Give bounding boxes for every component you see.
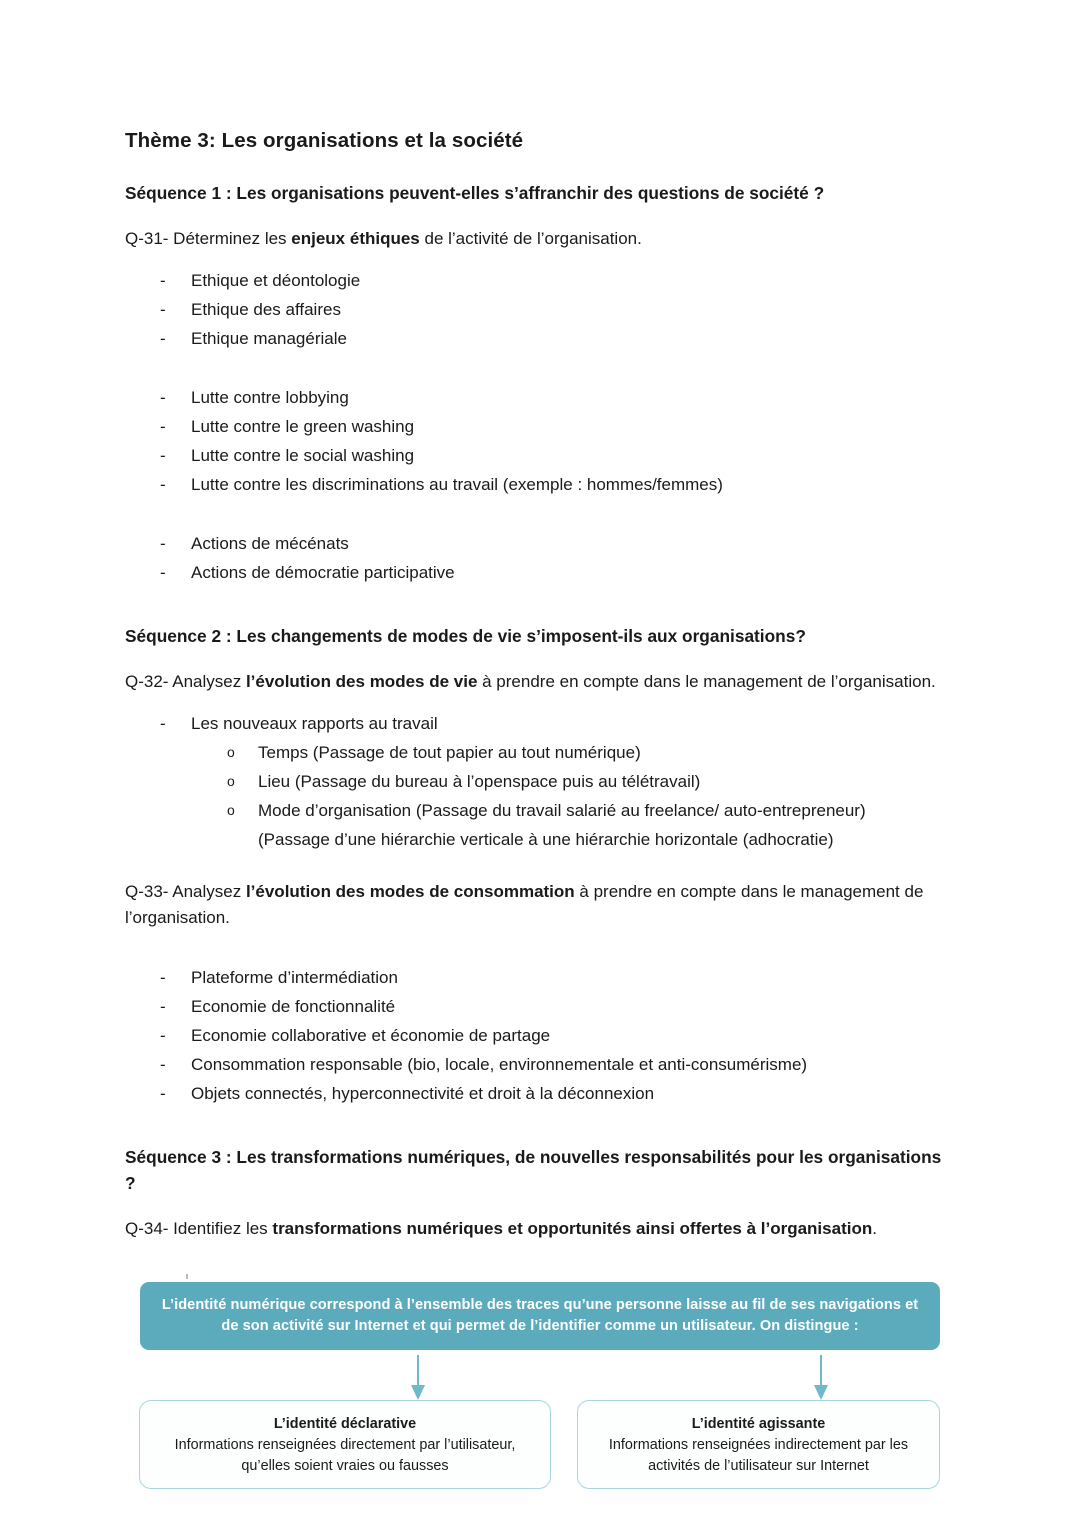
list-item: [125, 711, 955, 737]
list-item-label: Lieu (Passage du bureau à l’openspace puis au télétravail): [258, 771, 701, 791]
list-item-label: Mode d’organisation (Passage du travail salarié au freelance/ auto-entrepreneur): [258, 800, 866, 820]
list-item: [125, 472, 955, 498]
circle-bullet-icon: o: [227, 801, 235, 818]
dash-bullet-icon: -: [160, 1083, 166, 1103]
identite-agissante-body: Informations renseignées indirectement par les activités de l’utilisateur sur Internet: [608, 1437, 909, 1474]
dash-bullet-icon: -: [160, 967, 166, 987]
question-31-bold: enjeux éthiques: [291, 228, 420, 248]
dash-bullet-icon: -: [160, 445, 166, 465]
ethics-list: [125, 268, 955, 352]
digital-identity-diagram: [125, 1272, 955, 1487]
list-item: [125, 798, 955, 824]
list-item-label: Les nouveaux rapports au travail: [191, 713, 438, 733]
question-33-suffix: à prendre en compte dans le management de l’organisation.: [125, 881, 924, 927]
list-item: [125, 326, 955, 352]
page-title: Thème 3: Les organisations et la société: [125, 129, 524, 152]
rapports-travail-sublist: [125, 740, 955, 824]
list-item: [125, 297, 955, 323]
question-33-bold: l’évolution des modes de consommation: [245, 881, 575, 901]
arrow-down-icon-left: [410, 1355, 426, 1403]
circle-bullet-icon: o: [227, 743, 235, 760]
list-item-label: Lutte contre le green washing: [191, 416, 415, 436]
spacer: [125, 589, 955, 623]
list-item: [125, 385, 955, 411]
arrow-stem: [820, 1355, 822, 1389]
identite-declarative-box: [139, 1400, 551, 1489]
list-item-label: Ethique managériale: [191, 328, 347, 348]
list-item: [125, 1081, 955, 1107]
spacer: [125, 1110, 955, 1144]
dash-bullet-icon: -: [160, 713, 166, 733]
list-item: [125, 531, 955, 557]
dash-bullet-icon: -: [160, 416, 166, 436]
list-item-label: Lutte contre lobbying: [191, 387, 349, 407]
arrow-down-icon-right: [813, 1355, 829, 1403]
list-item: [125, 443, 955, 469]
sequence-2-heading: Séquence 2 : Les changements de modes de vie s’imposent-ils aux organisations?: [125, 625, 806, 646]
spacer: [125, 853, 955, 879]
list-item-label: Temps (Passage de tout papier au tout numérique): [258, 742, 641, 762]
arrow-stem: [417, 1355, 419, 1389]
list-item-label: Plateforme d’intermédiation: [191, 967, 398, 987]
diagram-banner: L’identité numérique correspond à l’ensemble des traces qu’une personne laisse au fil de ses navigations et de son activité sur Internet et qui permet de l’identifier comme un utilisateur. On distingue :: [140, 1282, 940, 1350]
sequence-1-heading: Séquence 1 : Les organisations peuvent-elles s’affranchir des questions de société ?: [125, 182, 825, 203]
dash-bullet-icon: -: [160, 270, 166, 290]
list-item-label: Ethique et déontologie: [191, 270, 361, 290]
scan-speck: [186, 1274, 188, 1279]
dash-bullet-icon: -: [160, 387, 166, 407]
sub-bullet-continuation: (Passage d’une hiérarchie verticale à une hiérarchie horizontale (adhocratie): [258, 829, 834, 849]
list-item-label: Actions de mécénats: [191, 533, 349, 553]
list-item: [125, 414, 955, 440]
document-content: [125, 128, 955, 1487]
identite-declarative-title: L’identité déclarative: [273, 1415, 417, 1432]
list-item: [125, 769, 955, 795]
dash-bullet-icon: -: [160, 1054, 166, 1074]
question-31-prefix: Q-31- Déterminez les: [125, 228, 292, 248]
list-item-label: Objets connectés, hyperconnectivité et droit à la déconnexion: [191, 1083, 655, 1103]
question-34-prefix: Q-34- Identifiez les: [125, 1219, 273, 1239]
lutte-list: [125, 385, 955, 498]
question-34-bold: transformations numériques et opportunités ainsi offertes à l’organisation: [272, 1219, 873, 1239]
list-item-label: Economie collaborative et économie de partage: [191, 1025, 551, 1045]
list-item: [125, 965, 955, 991]
spacer: [125, 947, 955, 965]
identite-agissante-box: [577, 1400, 940, 1489]
rapports-travail-list: [125, 711, 955, 737]
list-item: [125, 994, 955, 1020]
question-34: [125, 1216, 955, 1242]
sequence-3-heading: Séquence 3 : Les transformations numériques, de nouvelles responsabilités pour les organisations ?: [125, 1146, 942, 1193]
question-33-prefix: Q-33- Analysez: [125, 881, 246, 901]
question-31: [125, 226, 955, 252]
list-item: [125, 740, 955, 766]
list-item: [125, 268, 955, 294]
spacer: [125, 501, 955, 531]
arrow-head: [411, 1385, 425, 1400]
list-item-label: Ethique des affaires: [191, 299, 341, 319]
spacer: [125, 355, 955, 385]
dash-bullet-icon: -: [160, 328, 166, 348]
question-32: [125, 669, 955, 695]
dash-bullet-icon: -: [160, 474, 166, 494]
consommation-list: [125, 965, 955, 1107]
list-item-label: Lutte contre le social washing: [191, 445, 415, 465]
dash-bullet-icon: -: [160, 299, 166, 319]
dash-bullet-icon: -: [160, 1025, 166, 1045]
question-34-suffix: .: [872, 1219, 877, 1239]
question-33: [125, 879, 955, 931]
question-32-bold: l’évolution des modes de vie: [245, 672, 478, 692]
list-item-label: Actions de démocratie participative: [191, 562, 455, 582]
question-32-suffix: à prendre en compte dans le management de l’organisation.: [477, 672, 936, 692]
question-31-suffix: de l’activité de l’organisation.: [419, 228, 642, 248]
dash-bullet-icon: -: [160, 533, 166, 553]
list-item: [125, 560, 955, 586]
list-item: [125, 1023, 955, 1049]
dash-bullet-icon: -: [160, 562, 166, 582]
list-item-label: Consommation responsable (bio, locale, environnementale et anti-consumérisme): [191, 1054, 808, 1074]
list-item-label: Economie de fonctionnalité: [191, 996, 396, 1016]
identite-declarative-body: Informations renseignées directement par l’utilisateur, qu’elles soient vraies ou fausses: [174, 1437, 516, 1474]
dash-bullet-icon: -: [160, 996, 166, 1016]
actions-list: [125, 531, 955, 586]
question-32-prefix: Q-32- Analysez: [125, 672, 246, 692]
list-item: [125, 1052, 955, 1078]
list-item-label: Lutte contre les discriminations au travail (exemple : hommes/femmes): [191, 474, 723, 494]
arrow-head: [814, 1385, 828, 1400]
circle-bullet-icon: o: [227, 772, 235, 789]
identite-agissante-title: L’identité agissante: [691, 1415, 826, 1432]
